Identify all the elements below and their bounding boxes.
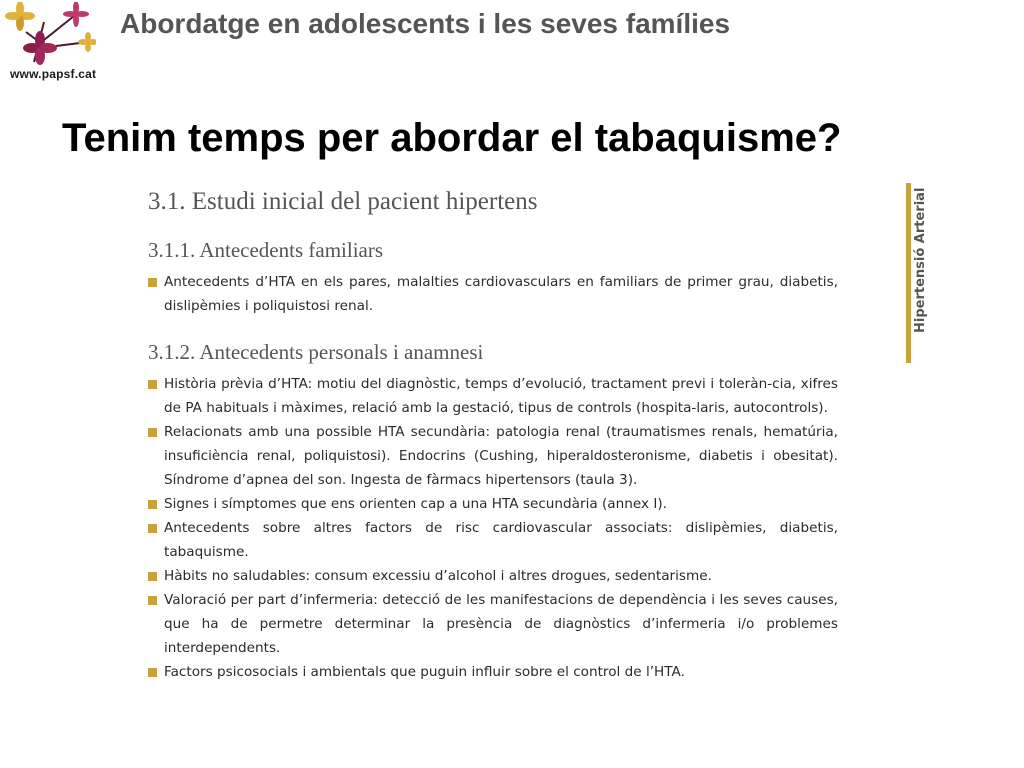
list-item-text: Antecedents sobre altres factors de risc cardiovascular associats: dislipèmies, diabetis, tabaquisme. bbox=[164, 520, 838, 560]
list-item-text: Història prèvia d’HTA: motiu del diagnòstic, temps d’evolució, tractament previ i toleràn-cia, xifres de PA habituals i màximes, relació amb la gestació, tipus de controls (hospita-laris, autocontrols). bbox=[164, 376, 838, 416]
list-item bbox=[148, 516, 838, 564]
papsf-logo bbox=[0, 0, 110, 90]
list-item bbox=[148, 270, 838, 318]
list-item-text: Antecedents d’HTA en els pares, malalties cardiovasculars en familiars de primer grau, diabetis, dislipèmies i poliquistosi renal. bbox=[164, 274, 838, 314]
square-bullet-icon bbox=[148, 500, 157, 509]
header-title: Abordatge en adolescents i les seves famílies bbox=[120, 8, 731, 39]
square-bullet-icon bbox=[148, 428, 157, 437]
square-bullet-icon bbox=[148, 278, 157, 287]
flower-logo-icon bbox=[4, 2, 96, 66]
list-item-text: Signes i símptomes que ens orienten cap a una HTA secundària (annex I). bbox=[164, 496, 667, 512]
section-heading: 3.1. Estudi inicial del pacient hipertens bbox=[148, 188, 538, 215]
bullet-list bbox=[148, 372, 838, 684]
slide-title: Tenim temps per abordar el tabaquisme? bbox=[62, 116, 842, 160]
square-bullet-icon bbox=[148, 524, 157, 533]
list-item bbox=[148, 420, 838, 492]
list-item-text: Factors psicosocials i ambientals que puguin influir sobre el control de l’HTA. bbox=[164, 664, 685, 680]
list-item bbox=[148, 492, 838, 516]
logo-url-text: www.papsf.cat bbox=[10, 67, 97, 81]
side-tab-bar bbox=[906, 183, 911, 363]
bullet-list bbox=[148, 270, 838, 318]
side-tab-label: Hipertensió Arterial bbox=[913, 187, 928, 333]
subsection-heading: 3.1.2. Antecedents personals i anamnesi bbox=[148, 340, 484, 364]
list-item-text: Valoració per part d’infermeria: detecció de les manifestacions de dependència i les seves causes, que ha de permetre determinar la presència de diagnòstics d’infermeria i/o problemes interdependents. bbox=[164, 592, 838, 656]
list-item bbox=[148, 372, 838, 420]
subsection-heading: 3.1.1. Antecedents familiars bbox=[148, 238, 384, 262]
list-item-text: Hàbits no saludables: consum excessiu d’alcohol i altres drogues, sedentarisme. bbox=[164, 568, 712, 584]
square-bullet-icon bbox=[148, 380, 157, 389]
list-item bbox=[148, 564, 838, 588]
list-item bbox=[148, 588, 838, 660]
list-item-text: Relacionats amb una possible HTA secundària: patologia renal (traumatismes renals, hematúria, insuficiència renal, poliquistosi). Endocrins (Cushing, hiperaldosteronisme, diabetis i obesitat). Síndrome d’apnea del son. Ingesta de fàrmacs hipertensors (taula 3). bbox=[164, 424, 838, 488]
list-item bbox=[148, 660, 838, 684]
document-excerpt bbox=[148, 186, 838, 684]
square-bullet-icon bbox=[148, 668, 157, 677]
square-bullet-icon bbox=[148, 572, 157, 581]
square-bullet-icon bbox=[148, 596, 157, 605]
